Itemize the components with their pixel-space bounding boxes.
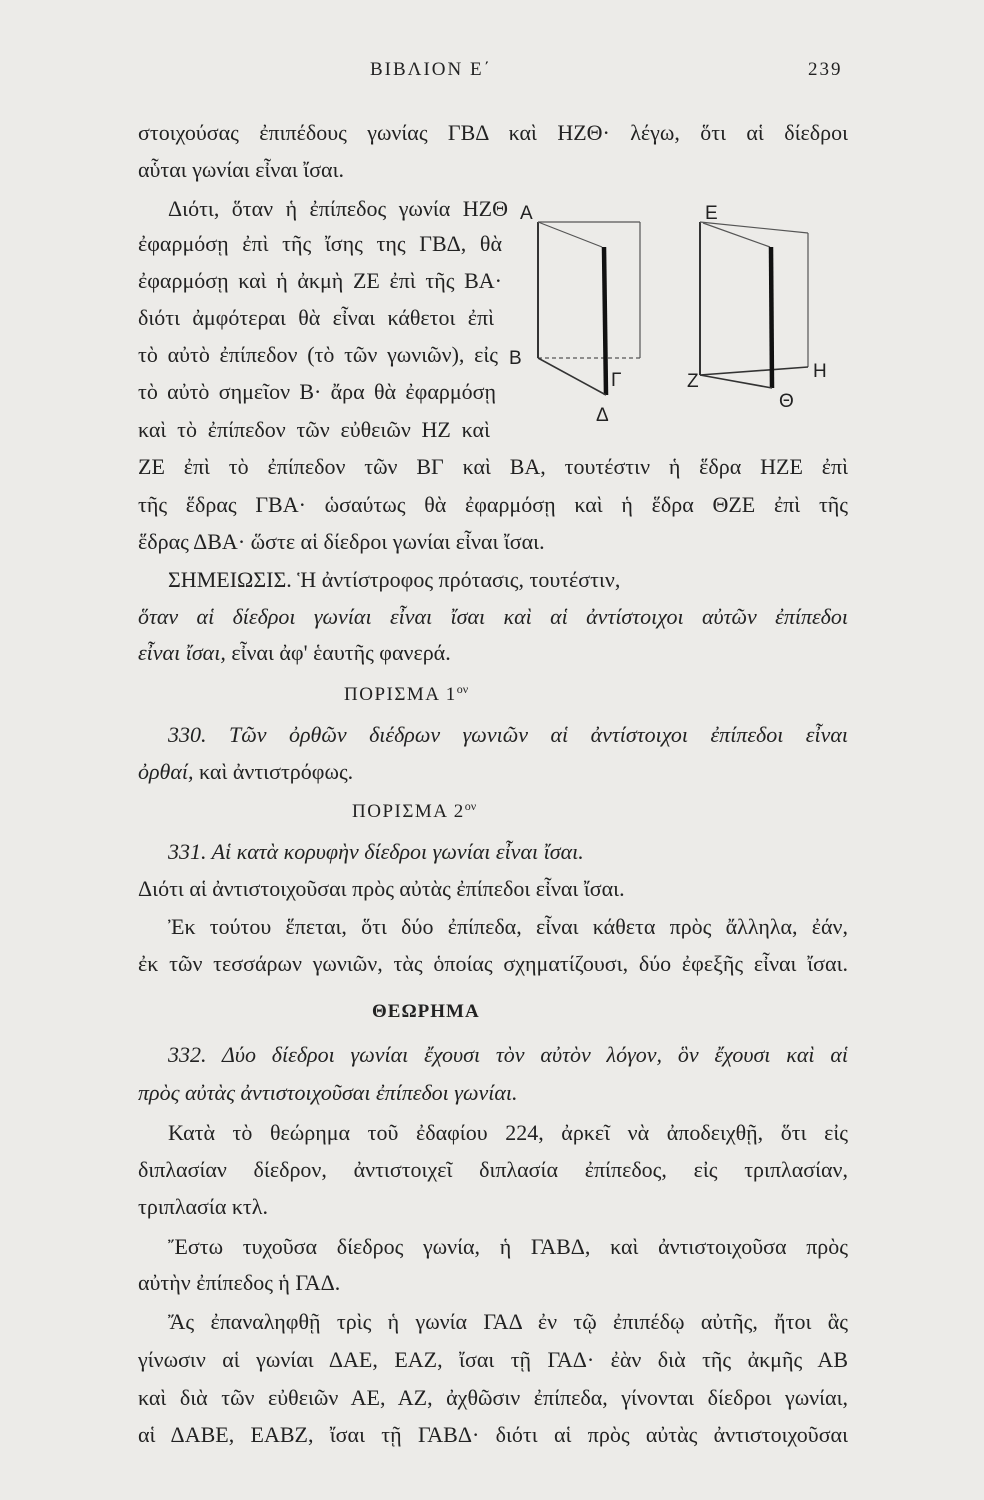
note-line: ΣΗΜΕΙΩΣΙΣ. Ἡ ἀντίστροφος πρότασις, τουτέστιν, xyxy=(168,567,621,592)
statement-roman-segment: καὶ ἀντιστρόφως. xyxy=(199,759,354,784)
face-DBA-top xyxy=(538,222,602,247)
note-line xyxy=(138,634,848,672)
text-line: Ἄς ἐπαναληφθῇ τρὶς ἡ γωνία ΓΑΔ ἐν τῷ ἐπιπέδῳ αὐτῆς, ἤτοι ἃς xyxy=(168,1309,848,1334)
left-dihedral xyxy=(509,203,640,426)
text-line: τριπλασία κτλ. xyxy=(138,1194,268,1219)
corollary-1-statement-end xyxy=(138,753,848,791)
note-italic-segment: εἶναι ἴσαι, xyxy=(138,640,226,665)
text-line: ἕδρας ΔΒΑ· ὥστε αἱ δίεδροι γωνίαι εἶναι ἴσαι. xyxy=(138,529,545,554)
label-B: Β xyxy=(509,348,522,369)
label-D: Δ xyxy=(596,405,609,426)
heading-word: ΠΟΡΙΣΜΑ xyxy=(352,801,448,822)
text-line: ΖΕ ἐπὶ τὸ ἐπίπεδον τῶν ΒΓ καὶ ΒΑ, τουτέστιν ἡ ἕδρα ΗΖΕ ἐπὶ xyxy=(138,454,848,479)
corollary-2-heading xyxy=(352,793,476,831)
text-line: τὸ αὐτὸ σημεῖον Β· ἄρα θὰ ἐφαρμόσῃ xyxy=(138,379,496,404)
note-line: ὅταν αἱ δίεδροι γωνίαι εἶναι ἴσαι καὶ αἱ ἀντίστοιχοι αὐτῶν ἐπίπεδοι xyxy=(138,604,848,629)
text-line: ἐκ τῶν τεσσάρων γωνιῶν, τὰς ὁποίας σχηματίζουσι, δύο ἐφεξῆς εἶναι ἴσαι. xyxy=(138,951,848,976)
face-THZE-edge xyxy=(771,247,772,388)
line-ZH xyxy=(700,367,808,375)
label-TH: Θ xyxy=(779,391,794,412)
theorem-statement-line: 332. Δύο δίεδροι γωνίαι ἔχουσι τὸν αὐτὸν λόγον, ὃν ἔχουσι καὶ αἱ xyxy=(168,1042,848,1067)
text-line: καὶ τὸ ἐπίπεδον τῶν εὐθειῶν ΗΖ καὶ xyxy=(138,417,490,442)
corollary-2-statement: 331. Αἱ κατὰ κορυφὴν δίεδροι γωνίαι εἶναι ἴσαι. xyxy=(168,839,584,864)
heading-number: 2 xyxy=(453,801,465,822)
dihedral-angles-figure xyxy=(500,195,850,430)
text-line: στοιχούσας ἐπιπέδους γωνίας ΓΒΔ καὶ ΗΖΘ· λέγω, ὅτι αἱ δίεδροι xyxy=(138,120,848,145)
text-line: ἐφαρμόσῃ ἐπὶ τῆς ἴσης της ΓΒΔ, θὰ xyxy=(138,231,502,256)
text-line: καὶ διὰ τῶν εὐθειῶν ΑΕ, ΑΖ, ἀχθῶσιν ἐπίπεδα, γίνονται δίεδροι γωνίαι, xyxy=(138,1385,848,1410)
note-roman-segment: εἶναι ἀφ' ἑαυτῆς φανερά. xyxy=(231,640,451,665)
text-line: Ἔστω τυχοῦσα δίεδρος γωνία, ἡ ΓΑΒΔ, καὶ ἀντιστοιχοῦσα πρὸς xyxy=(168,1234,848,1259)
text-line: αὐτὴν ἐπίπεδος ἡ ΓΑΔ. xyxy=(138,1270,341,1295)
text-line: αὗται γωνίαι εἶναι ἴσαι. xyxy=(138,157,344,182)
text-line: διπλασίαν δίεδρον, ἀντιστοιχεῖ διπλασία ἐπίπεδος, εἰς τριπλασίαν, xyxy=(138,1157,848,1182)
page-number: 239 xyxy=(808,59,843,80)
text-line: Διότι αἱ ἀντιστοιχοῦσαι πρὸς αὐτὰς ἐπίπεδοι εἶναι ἴσαι. xyxy=(138,876,625,901)
label-A: Α xyxy=(520,203,533,224)
running-head-title: ΒΙΒΛΙΟΝ Ε΄ xyxy=(370,59,492,80)
corollary-1-statement: 330. Τῶν ὀρθῶν διέδρων γωνιῶν αἱ ἀντίστοιχοι ἐπίπεδοι εἶναι xyxy=(168,722,848,747)
label-E: Ε xyxy=(705,203,718,224)
text-line: Κατὰ τὸ θεώρημα τοῦ ἐδαφίου 224, ἀρκεῖ νὰ ἀποδειχθῇ, ὅτι εἰς xyxy=(168,1120,848,1145)
label-Z: Ζ xyxy=(687,371,699,392)
corollary-1-heading xyxy=(344,676,468,714)
heading-ordinal-suffix: ον xyxy=(456,682,469,696)
text-line: τὸ αὐτὸ ἐπίπεδον (τὸ τῶν γωνιῶν), εἰς xyxy=(138,342,498,367)
label-G: Γ xyxy=(611,370,622,391)
text-line: διότι ἀμφότεραι θὰ εἶναι κάθετοι ἐπὶ xyxy=(138,305,494,330)
face-THZE-top xyxy=(703,223,770,247)
text-line: αἱ ΔΑΒΕ, ΕΑΒΖ, ἴσαι τῇ ΓΑΒΔ· διότι αἱ πρὸς αὐτὰς ἀντιστοιχοῦσαι xyxy=(138,1422,848,1447)
theorem-heading: ΘΕΩΡΗΜΑ xyxy=(372,1001,480,1022)
statement-italic-segment: ὀρθαί, xyxy=(138,759,194,784)
heading-ordinal-suffix: ον xyxy=(464,799,477,813)
heading-word: ΠΟΡΙΣΜΑ xyxy=(344,684,440,705)
label-H: Η xyxy=(813,361,827,382)
text-line: ἐφαρμόσῃ καὶ ἡ ἀκμὴ ΖΕ ἐπὶ τῆς ΒΑ· xyxy=(138,268,502,293)
text-line: Ἐκ τούτου ἕπεται, ὅτι δύο ἐπίπεδα, εἶναι κάθετα πρὸς ἄλληλα, ἐάν, xyxy=(168,914,848,939)
heading-number: 1 xyxy=(445,684,457,705)
line-ZTH xyxy=(700,375,772,388)
theorem-statement-line: πρὸς αὐτὰς ἀντιστοιχοῦσαι ἐπίπεδοι γωνίαι. xyxy=(138,1080,518,1105)
right-dihedral xyxy=(687,203,827,412)
line-BD xyxy=(538,358,606,395)
text-line: Διότι, ὅταν ἡ ἐπίπεδος γωνία ΗΖΘ xyxy=(168,196,508,221)
text-line: τῆς ἕδρας ΓΒΑ· ὡσαύτως θὰ ἐφαρμόσῃ καὶ ἡ ἕδρα ΘΖΕ ἐπὶ τῆς xyxy=(138,492,848,517)
face-DBA-edge xyxy=(604,247,606,395)
text-line: γίνωσιν αἱ γωνίαι ΔΑΕ, ΕΑΖ, ἴσαι τῇ ΓΑΔ· ἐὰν διὰ τῆς ἀκμῆς ΑΒ xyxy=(138,1347,848,1372)
